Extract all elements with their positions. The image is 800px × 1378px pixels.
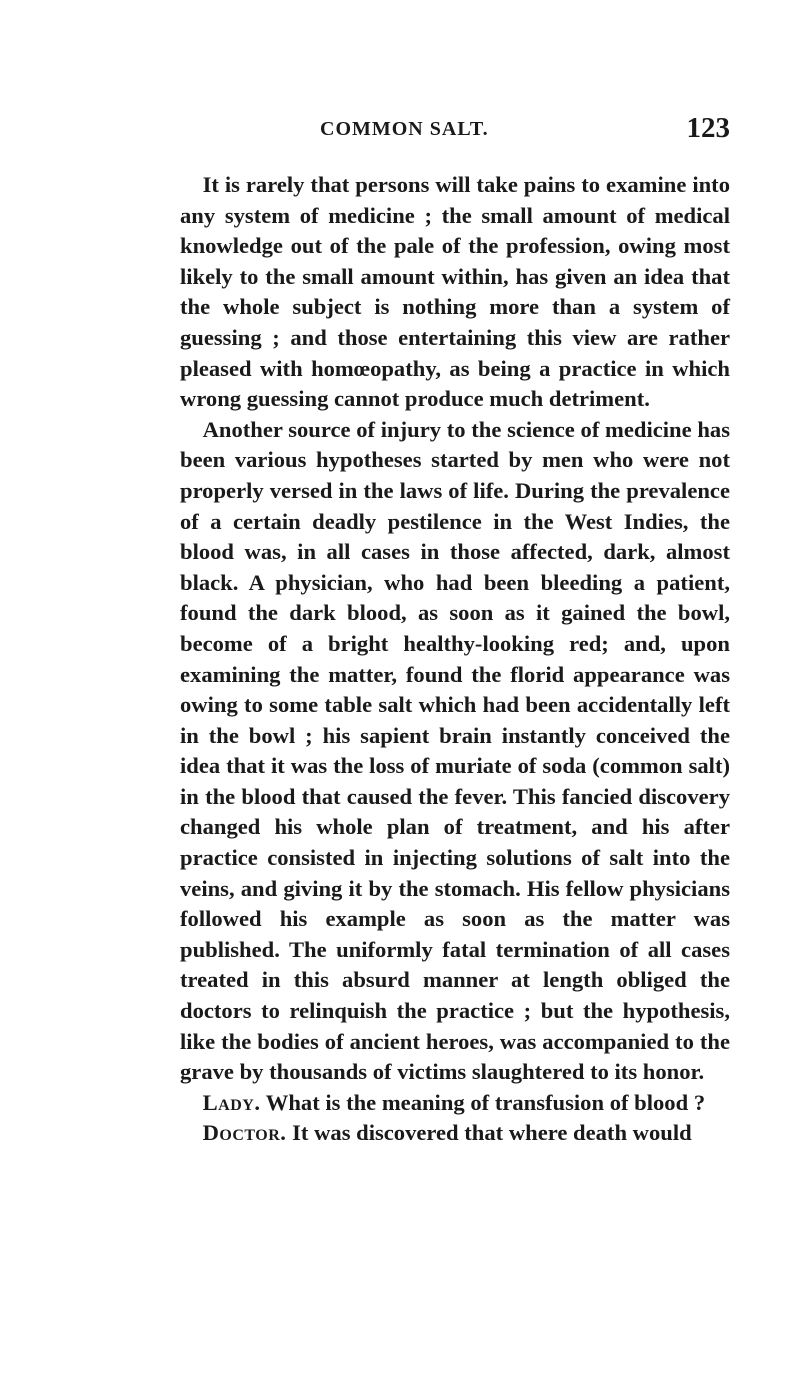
dialogue-text: It was discovered that where death would xyxy=(292,1120,692,1146)
paragraph: It is rarely that persons will take pains to examine into any system of medicine ; the small amount of medical knowledge out of the pale of the profession, owing most likely to the small amount within, has given an idea that the whole subject is nothing more than a system of guessing ; and those entertaining this view are rather pleased with homœopathy, as being a practice in which wrong guessing cannot produce much detriment. xyxy=(180,172,730,412)
running-title: COMMON SALT. xyxy=(320,118,489,140)
paragraph: Another source of injury to the science of medicine has been various hypotheses started by men who were not properly versed in the laws of life. During the prevalence of a certain deadly pestilence in the West Indies, the blood was, in all cases in those affected, dark, almost black. A physician, who had been bleeding a patient, found the dark blood, as soon as it gained the bowl, become of a bright healthy-looking red; and, upon examining the matter, found the florid appearance was owing to some table salt which had been accidentally left in the bowl ; his sapient brain instantly conceived the idea that it was the loss of muriate of soda (common salt) in the blood that caused the fever. This fancied discovery changed his whole plan of treatment, and his after practice consisted in injecting solutions of salt into the veins, and giving it by the stomach. His fellow physicians followed his example as soon as the matter was published. The uniformly fatal termination of all cases treated in this absurd manner at length obliged the doctors to relinquish the practice ; but the hypothesis, like the bodies of ancient heroes, was accompanied to the grave by thousands of victims slaughtered to its honor. xyxy=(180,416,730,1085)
dialogue-line xyxy=(180,1088,730,1119)
page-number: 123 xyxy=(686,112,730,144)
running-head xyxy=(180,112,730,148)
dialogue-text: What is the meaning of transfusion of blood ? xyxy=(265,1089,706,1115)
body-text xyxy=(180,170,730,1149)
speaker-label: Lady. xyxy=(202,1089,261,1115)
speaker-label: Doctor. xyxy=(202,1120,287,1146)
dialogue-line xyxy=(180,1118,730,1149)
